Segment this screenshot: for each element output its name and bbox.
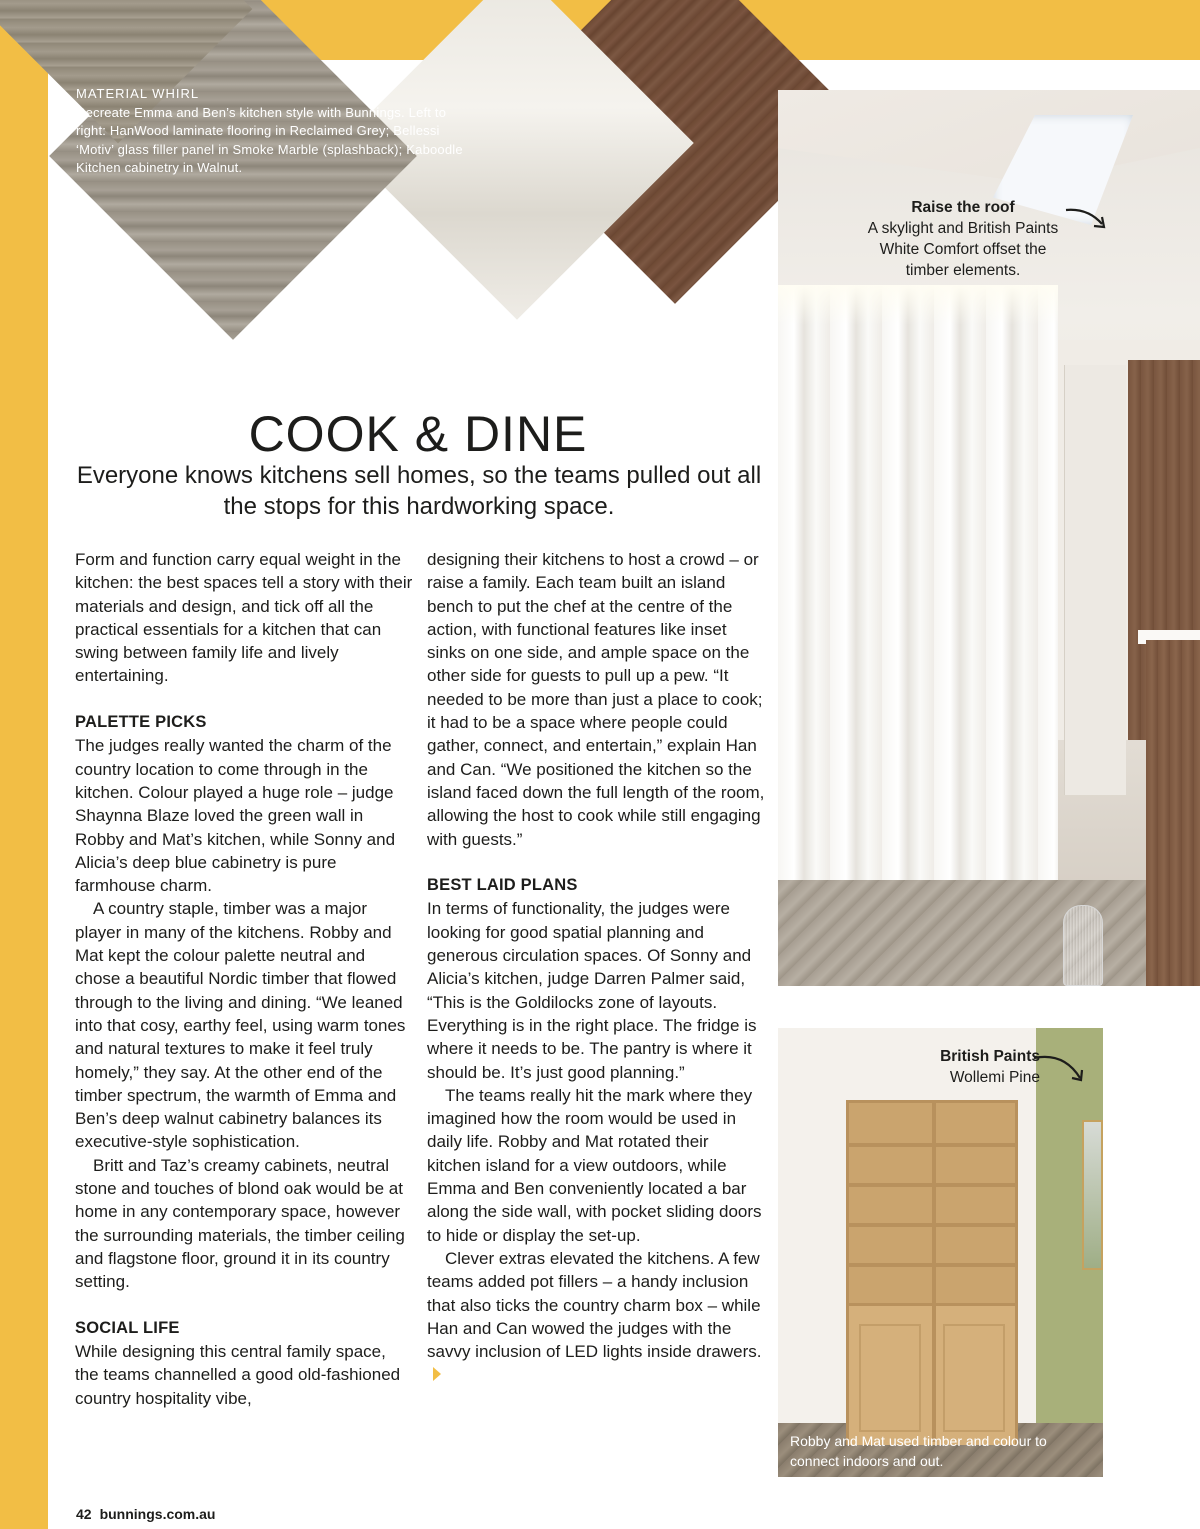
- material-swatches: [0, 0, 840, 400]
- section-heading-social: SOCIAL LIFE: [75, 1318, 180, 1337]
- body-paragraph: While designing this central family space, the teams channelled a good old-fashioned country hospitality vibe,: [75, 1342, 401, 1408]
- article-column-middle: [427, 548, 767, 1387]
- raise-roof-annotation: [848, 197, 1078, 281]
- curved-arrow-icon: [1030, 1050, 1086, 1086]
- annotation-line: White Comfort offset the: [879, 241, 1047, 258]
- article-standfirst: Everyone knows kitchens sell homes, so the teams pulled out all the stops for this hardworking space.: [76, 462, 762, 520]
- door: [1064, 365, 1126, 795]
- website-link[interactable]: bunnings.com.au: [99, 1506, 216, 1522]
- body-paragraph: designing their kitchens to host a crowd – or raise a family. Each team built an island bench to put the chef at the centre of the action, with functional features like inset sinks on one side, and ample space on the other side for guests to pull up a pew. “It needed to be more than just a place to cook; it had to be a space where people could gather, connect, and entertain,” explain Han and Can. “We positioned the kitchen so the island faced down the full length of the room, allowing the host to cook while still engaging with guests.”: [427, 550, 765, 849]
- island-bench: [1146, 640, 1200, 986]
- shelving-photo: [778, 1028, 1103, 1477]
- section-heading-palette: PALETTE PICKS: [75, 713, 207, 732]
- body-paragraph: The teams really hit the mark where they imagined how the room would be used in daily life. Robby and Mat rotated their kitchen island for a view outdoors, while Emma and Ben conveniently located a bar along the side wall, with pocket sliding doors to hide or display the set-up.: [427, 1085, 762, 1245]
- page-footer: [76, 1506, 215, 1522]
- swatch-caption-title: MATERIAL WHIRL: [76, 86, 200, 101]
- page-number: 42: [76, 1506, 92, 1522]
- article-column-left: [75, 548, 413, 1410]
- annotation-title: British Paints: [940, 1048, 1040, 1065]
- curtain-light: [778, 285, 1058, 325]
- annotation-line: A skylight and British Paints: [867, 220, 1059, 237]
- body-paragraph: The judges really wanted the charm of the country location to come through in the kitchen. Colour played a huge role – judge Shaynna Blaze loved the green wall in Robby and Mat’s kitchen, while Sonny and Alicia’s deep blue cabinetry is pure farmhouse charm.: [75, 736, 396, 896]
- cabinet-door-panel: [943, 1324, 1005, 1432]
- body-paragraph: In terms of functionality, the judges were looking for good spatial planning and generous circulation spaces. Of Sonny and Alicia’s kitchen, judge Darren Palmer said, “This is the Goldilocks zone of layouts. Everything is in the right place. The fridge is where it needs to be. The pantry is where it should be. It’s just good planning.”: [427, 899, 757, 1082]
- annotation-title: Raise the roof: [911, 199, 1015, 216]
- shelf-divider: [932, 1103, 936, 1442]
- annotation-line: timber elements.: [905, 262, 1021, 279]
- section-heading-plans: BEST LAID PLANS: [427, 876, 578, 895]
- end-of-article-icon: [433, 1367, 441, 1381]
- annotation-line: Wollemi Pine: [949, 1069, 1040, 1086]
- landscape-painting: [1082, 1120, 1103, 1270]
- curved-arrow-icon: [1062, 206, 1110, 236]
- photo-caption: Robby and Mat used timber and colour to connect indoors and out.: [790, 1433, 1047, 1469]
- herringbone-floor: [778, 880, 1200, 986]
- body-paragraph: A country staple, timber was a major player in many of the kitchens. Robby and Mat kept the colour palette neutral and chose a beautiful Nordic timber that flowed through to the living and dining. “We leaned into that cosy, earthy feel, using warm tones and natural textures to make it feel truly homely,” they say. At the other end of the timber spectrum, the warmth of Emma and Ben’s deep walnut cabinetry balances its executive-style sophistication.: [75, 899, 406, 1152]
- swatch-caption: [76, 85, 466, 178]
- cabinet-door-panel: [859, 1324, 921, 1432]
- intro-paragraph: Form and function carry equal weight in the kitchen: the best spaces tell a story with their materials and design, and tick off all the practical essentials for a kitchen that can swing between family life and lively entertaining.: [75, 550, 413, 686]
- article-headline: COOK & DINE: [248, 406, 588, 462]
- body-paragraph: Clever extras elevated the kitchens. A few teams added pot fillers – a handy inclusion that also ticks the country charm box – while Han and Can wowed the judges with the savvy inclusion of LED lights inside drawers.: [427, 1248, 762, 1362]
- body-paragraph: Britt and Taz’s creamy cabinets, neutral stone and touches of blond oak would be at home in any contemporary space, however the surrounding materials, the timber ceiling and flagstone floor, ground it in its country setting.: [75, 1155, 405, 1292]
- swatch-caption-text: Recreate Emma and Ben’s kitchen style with Bunnings. Left to right: HanWood laminate flooring in Reclaimed Grey; Bellessi ‘Motiv’ glass filler panel in Smoke Marble (splashback); Kaboodle Kitchen cabinetry in Walnut.: [76, 104, 463, 175]
- wine-glass: [1063, 905, 1103, 986]
- timber-shelving-unit: [846, 1100, 1018, 1445]
- british-paints-annotation: [880, 1046, 1040, 1088]
